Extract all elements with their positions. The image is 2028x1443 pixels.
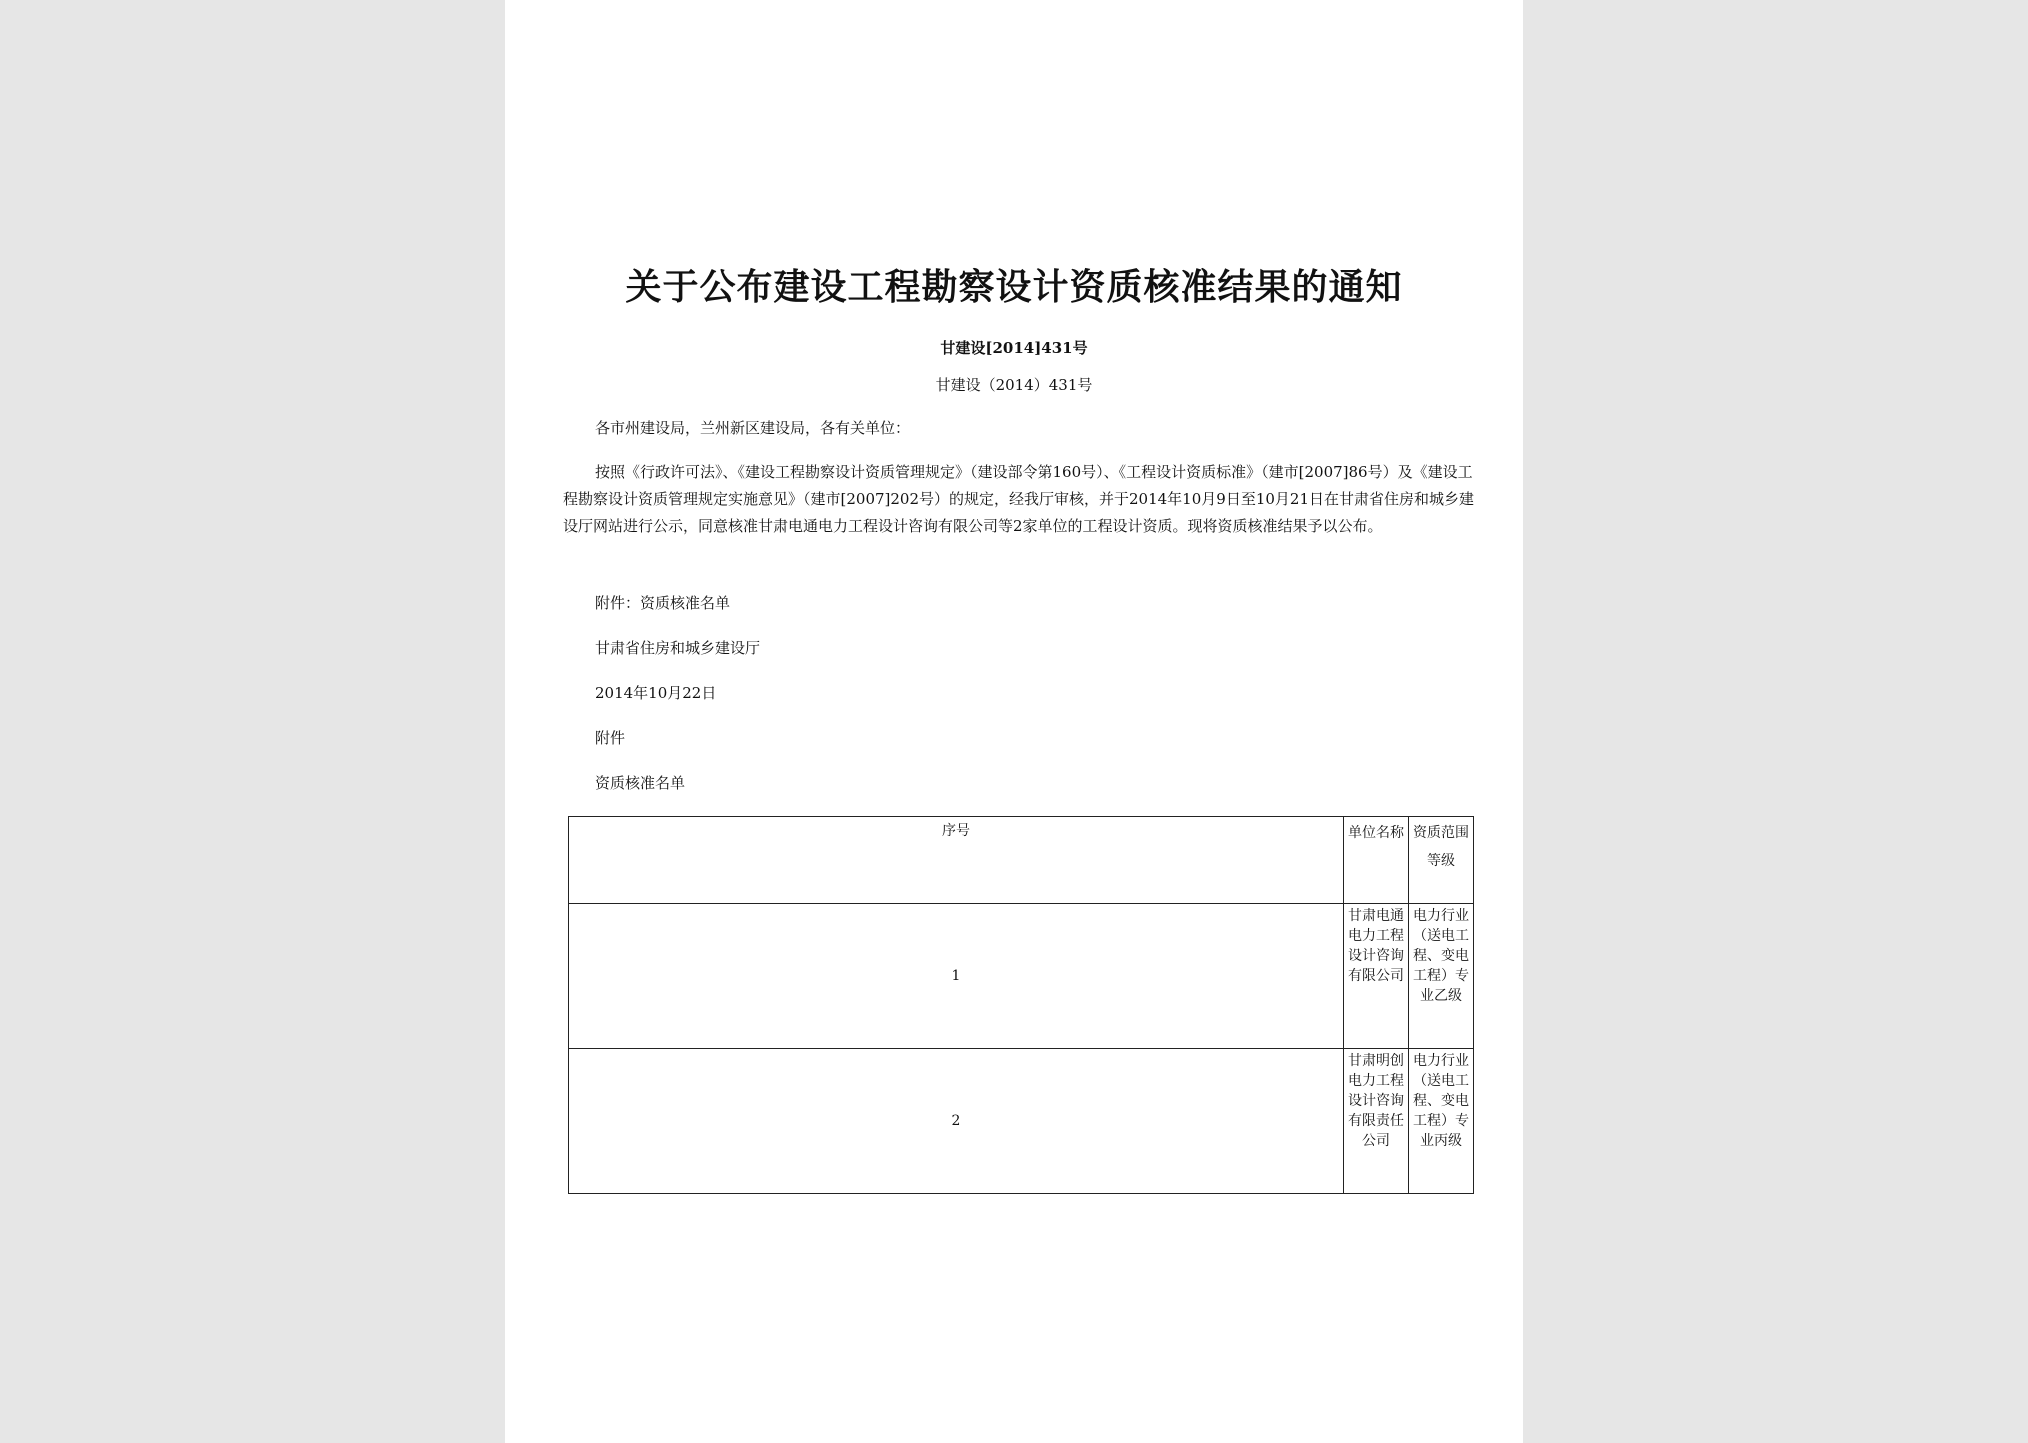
attachment-line: 附件：资质核准名单 <box>595 594 731 612</box>
row-unit-name: 甘肃电通电力工程设计咨询有限公司 <box>1344 904 1409 1049</box>
document-number: 甘建设（2014）431号 <box>935 376 1093 394</box>
document-number-bold: 甘建设[2014]431号 <box>940 339 1088 357</box>
table-header-row <box>569 817 1474 904</box>
document-page <box>505 0 1523 1443</box>
issue-date: 2014年10月22日 <box>595 684 717 702</box>
body-paragraph: 按照《行政许可法》、《建设工程勘察设计资质管理规定》（建设部令第160号）、《工程设计资质标准》（建市[2007]86号）及《建设工程勘察设计资质管理规定实施意见》（建市[2007]202号）的规定，经我厅审核，并于2014年10月9日至10月21日在甘肃省住房和城乡建设厅网站进行公示，同意核准甘肃电通电力工程设计咨询有限公司等2家单位的工程设计资质。现将资质核准结果予以公布。 <box>563 463 1474 535</box>
row-scope-grade: 电力行业（送电工程、变电工程）专业丙级 <box>1409 1049 1474 1194</box>
issuer: 甘肃省住房和城乡建设厅 <box>595 639 761 657</box>
qualification-table <box>568 816 1474 1194</box>
document-title: 关于公布建设工程勘察设计资质核准结果的通知 <box>625 266 1403 308</box>
salutation: 各市州建设局，兰州新区建设局，各有关单位： <box>595 419 911 437</box>
table-row <box>569 1049 1474 1194</box>
table-row <box>569 904 1474 1049</box>
header-number: 序号 <box>569 817 1344 904</box>
row-unit-name: 甘肃明创电力工程设计咨询有限责任公司 <box>1344 1049 1409 1194</box>
list-heading: 资质核准名单 <box>595 774 686 792</box>
header-scope-grade: 资质范围等级 <box>1409 817 1474 904</box>
header-unit-name: 单位名称 <box>1344 817 1409 904</box>
row-scope-grade: 电力行业（送电工程、变电工程）专业乙级 <box>1409 904 1474 1049</box>
row-number: 2 <box>569 1049 1344 1194</box>
row-number: 1 <box>569 904 1344 1049</box>
attachment-heading: 附件 <box>595 729 626 747</box>
